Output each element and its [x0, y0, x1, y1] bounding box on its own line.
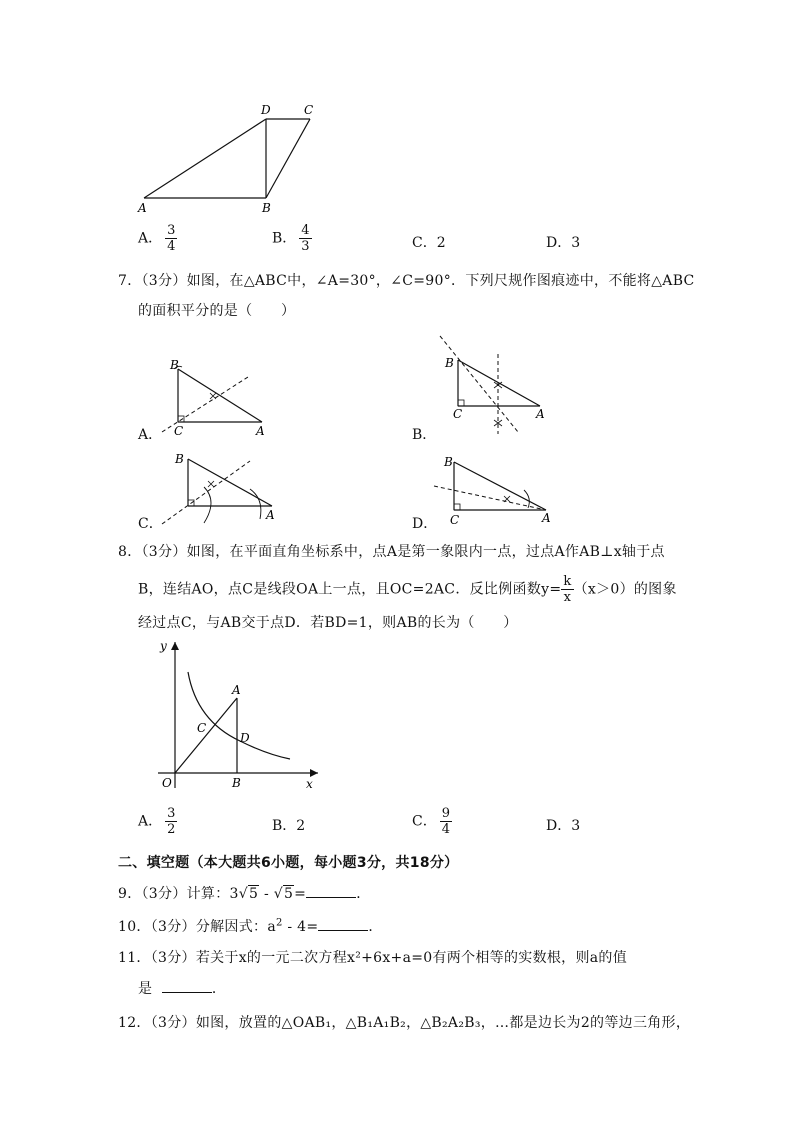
fraction: $\frac{4}{3}$	[301, 223, 310, 254]
q7-figure-c	[160, 447, 290, 532]
label-b: B	[445, 356, 454, 370]
q7-figure-a	[160, 355, 280, 440]
seg-oa	[175, 698, 237, 773]
fraction: $\frac{9}{4}$	[441, 806, 450, 837]
q8-stem-line1: 8．（3分）如图，在平面直角坐标系中，点A是第一象限内一点，过点A作AB⊥x轴于点	[118, 544, 665, 560]
q8-option-a[interactable]: A． $\frac{3}{2}$	[138, 806, 176, 837]
q7-figure-d	[432, 450, 562, 530]
label-b: B	[170, 358, 179, 372]
x-axis-arrow	[310, 769, 318, 777]
q6-option-a[interactable]: A． $\frac{3}{4}$	[138, 223, 176, 254]
label-y: y	[160, 639, 167, 653]
q7-option-a-label[interactable]: A．	[138, 427, 163, 443]
q8-stem-line3: 经过点C，与AB交于点D．若BD=1，则AB的长为（ ）	[138, 615, 518, 631]
label-c: C	[197, 721, 207, 735]
label-a: A	[232, 683, 241, 697]
q8-figure	[150, 636, 330, 796]
answer-blank[interactable]	[318, 917, 368, 931]
label-d: D	[261, 103, 271, 117]
q8-option-c[interactable]: C． $\frac{9}{4}$	[412, 806, 450, 837]
q7-option-d-label[interactable]: D．	[412, 516, 438, 532]
q7-stem-line2: 的面积平分的是（ ）	[138, 303, 296, 319]
seg-cb	[266, 119, 310, 198]
label-b: B	[444, 455, 453, 469]
label-a: A	[256, 424, 265, 438]
label-o: O	[162, 776, 172, 790]
y-axis-arrow	[171, 642, 179, 650]
q7-option-c-label[interactable]: C．	[138, 516, 163, 532]
label-c: C	[304, 103, 314, 117]
q9-stem: 9．（3分）计算：3√5 - √5= ．	[118, 886, 371, 902]
label-a: A	[138, 201, 147, 215]
fraction: $\frac{k}{x}$	[563, 574, 572, 605]
q8-option-d[interactable]: D．3	[546, 818, 581, 834]
label-a: A	[542, 511, 551, 525]
section-title: 二、填空题（本大题共6小题，每小题3分，共18分）	[118, 855, 459, 871]
sqrt-sign: √	[238, 886, 248, 902]
fraction: $\frac{3}{2}$	[167, 806, 176, 837]
label-c: C	[450, 513, 460, 527]
seg-ad	[144, 119, 266, 198]
label-a: A	[266, 508, 275, 522]
q7-figure-b	[432, 332, 562, 440]
q11-stem-line2: 是 ．	[138, 981, 227, 997]
fraction: $\frac{3}{4}$	[167, 223, 176, 254]
sqrt-sign: √	[273, 886, 283, 902]
answer-blank[interactable]	[306, 884, 356, 898]
q8-option-b[interactable]: B．2	[272, 818, 306, 834]
label-b: B	[232, 776, 241, 790]
label-x: x	[306, 777, 313, 791]
q8-stem-line2: B，连结AO，点C是线段OA上一点，且OC=2AC．反比例函数y= $\frac{k}{x}$ （x＞0）的图象	[138, 574, 677, 605]
q7-option-b-label[interactable]: B．	[412, 427, 437, 443]
q10-stem: 10．（3分）分解因式：$a^2 - 4=$ ．	[118, 917, 383, 935]
label-d: D	[240, 731, 250, 745]
q6-option-c[interactable]: C．2	[412, 235, 446, 251]
q12-stem-line1: 12．（3分）如图，放置的△OAB₁，△B₁A₁B₂，△B₂A₂B₃，…都是边长为2的等边三角形，	[118, 1015, 691, 1031]
label-a: A	[536, 407, 545, 421]
label-b: B	[175, 452, 184, 466]
q6-option-d[interactable]: D．3	[546, 235, 581, 251]
q6-figure	[130, 98, 330, 218]
label-c: C	[453, 407, 463, 421]
q11-stem-line1: 11．（3分）若关于x的一元二次方程x²+6x+a=0有两个相等的实数根，则a的值	[118, 950, 628, 966]
q6-option-b[interactable]: B． $\frac{4}{3}$	[272, 223, 310, 254]
q7-stem-line1: 7．（3分）如图，在△ABC中，∠A=30°，∠C=90°．下列尺规作图痕迹中，不能将△ABC	[118, 273, 695, 289]
label-b: B	[262, 201, 271, 215]
label-c: C	[174, 424, 184, 438]
answer-blank[interactable]	[162, 979, 212, 993]
